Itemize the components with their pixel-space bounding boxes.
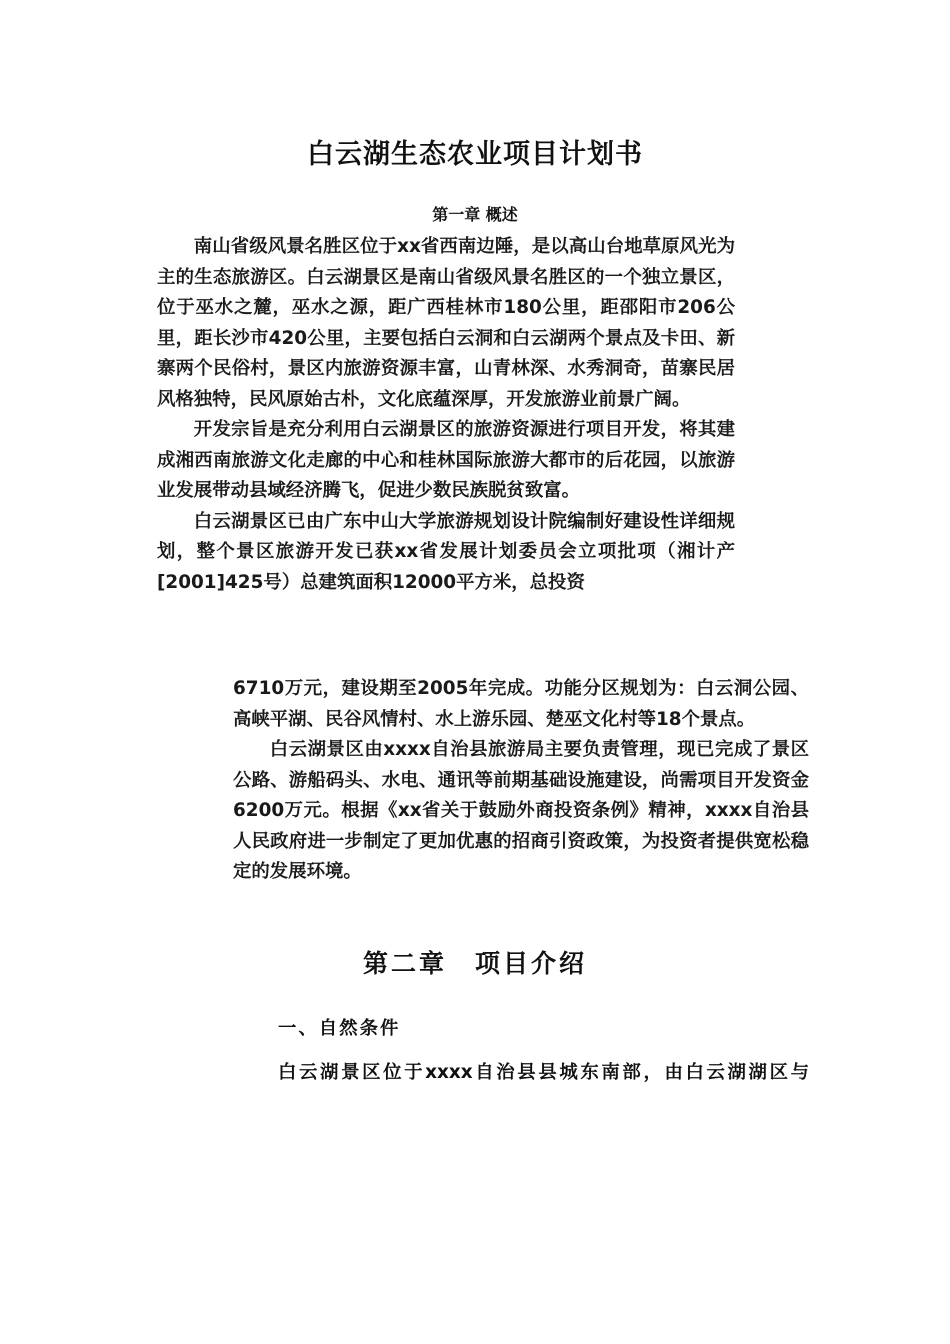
- paragraph-purpose: 开发宗旨是充分利用白云湖景区的旅游资源进行项目开发，将其建成湘西南旅游文化走廊的中心和桂林国际旅游大都市的后花园，以旅游业发展带动县域经济腾飞，促进少数民族脱贫致富。: [157, 419, 735, 501]
- paragraph-overview: 南山省级风景名胜区位于xx省西南边陲，是以高山台地草原风光为主的生态旅游区。白云湖景区是南山省级风景名胜区的一个独立景区，位于巫水之麓，巫水之源，距广西桂林市180公里，距邵阳市206公里，距长沙市420公里，主要包括白云洞和白云湖两个景点及卡田、新寨两个民俗村，景区内旅游资源丰富，山青林深、水秀洞奇，苗寨民居风格独特，民风原始古朴，文化底蕴深厚，开发旅游业前景广阔。: [157, 236, 735, 410]
- chapter-1-body-bottom: [233, 674, 809, 888]
- chapter-1-body-top: [157, 232, 735, 598]
- chapter-2-heading: [0, 944, 950, 980]
- paragraph-location: 白云湖景区位于xxxx自治县县城东南部，由白云湖湖区与: [278, 1062, 809, 1083]
- paragraph-planning-continued: 6710万元，建设期至2005年完成。功能分区规划为：白云洞公园、高峡平湖、民谷风情村、水上游乐园、楚巫文化村等18个景点。: [233, 678, 809, 730]
- paragraph-planning: 白云湖景区已由广东中山大学旅游规划设计院编制好建设性详细规划，整个景区旅游开发已获xx省发展计划委员会立项批项（湘计产[2001]425号）总建筑面积12000平方米，总投资: [157, 510, 735, 593]
- chapter-2-label: 第二章: [362, 949, 447, 978]
- paragraph-management: 白云湖景区由xxxx自治县旅游局主要负责管理，现已完成了景区公路、游船码头、水电、通讯等前期基础设施建设，尚需项目开发资金6200万元。根据《xx省关于鼓励外商投资条例》精神，xxxx自治县人民政府进一步制定了更加优惠的招商引资政策，为投资者提供宽松稳定的发展环境。: [233, 739, 809, 882]
- chapter-1-heading: 第一章 概述: [432, 205, 518, 224]
- chapter-2-title: 项目介绍: [475, 949, 588, 978]
- section-natural-conditions: 一、自然条件: [278, 1018, 401, 1039]
- document-title: 白云湖生态农业项目计划书: [307, 139, 643, 170]
